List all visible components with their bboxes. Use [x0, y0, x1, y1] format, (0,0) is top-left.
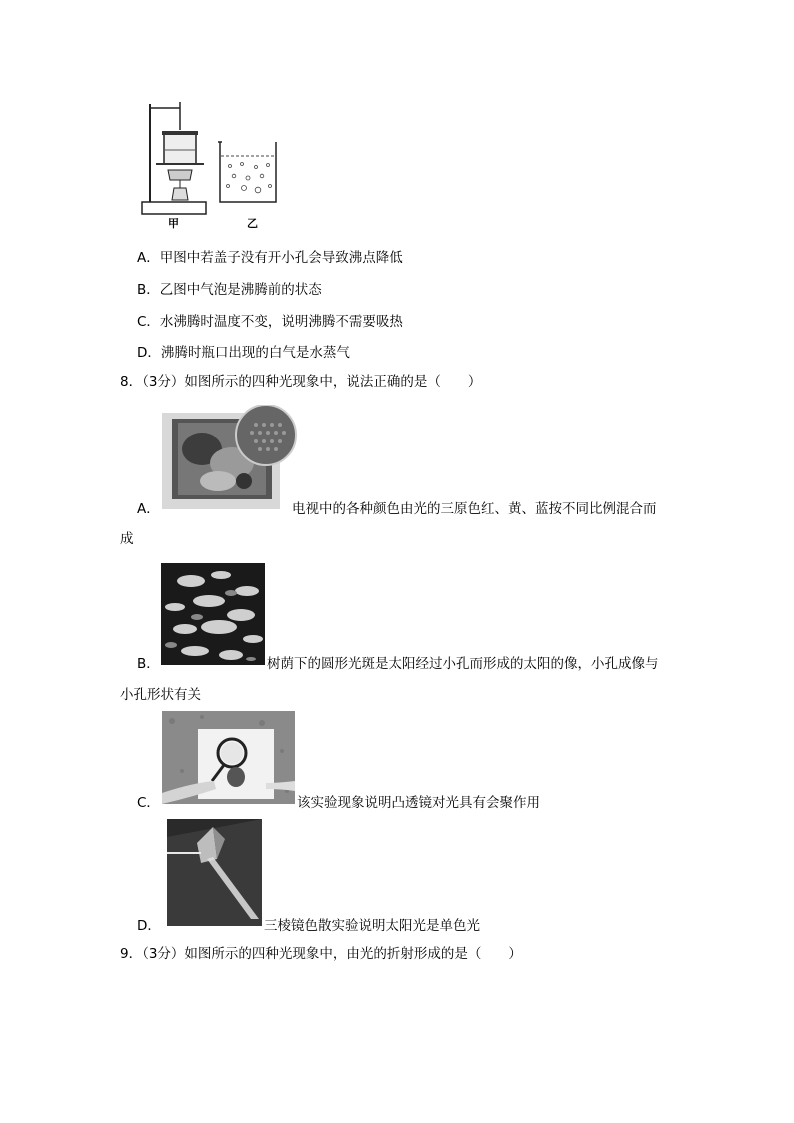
q7-option-d: D．沸腾时瓶口出现的白气是水蒸气	[137, 345, 350, 361]
q8-option-b-text-line2: 小孔形状有关	[120, 687, 201, 703]
tv-screen-photo	[162, 405, 300, 511]
q8-stem: 8．（3分）如图所示的四种光现象中，说法正确的是（ ）	[120, 374, 482, 390]
q8-option-b-text-line1: 树荫下的圆形光斑是太阳经过小孔而形成的太阳的像，小孔成像与	[267, 656, 659, 672]
q8-option-d-letter: D．	[137, 918, 161, 934]
q8-option-a-text-line2: 成	[120, 531, 134, 547]
boiling-apparatus-figure-jia	[140, 100, 210, 218]
q8-option-a-letter: A．	[137, 501, 160, 517]
q8-option-a-text-line1: 电视中的各种颜色由光的三原色红、黄、蓝按不同比例混合而	[292, 501, 657, 517]
q8-option-c-text: 该实验现象说明凸透镜对光具有会聚作用	[297, 795, 540, 811]
q7-option-c: C．水沸腾时温度不变，说明沸腾不需要吸热	[137, 314, 403, 330]
prism-dispersion-photo	[167, 819, 262, 926]
q8-option-b-letter: B．	[137, 656, 160, 672]
figure-label-jia: 甲	[168, 217, 179, 230]
q7-option-b: B．乙图中气泡是沸腾前的状态	[137, 282, 322, 298]
q8-option-d-text: 三棱镜色散实验说明太阳光是单色光	[264, 918, 480, 934]
convex-lens-focusing-photo	[162, 711, 295, 804]
q9-stem: 9．（3分）如图所示的四种光现象中，由光的折射形成的是（ ）	[120, 946, 522, 962]
figure-label-yi: 乙	[247, 217, 258, 230]
tree-shade-light-spots-photo	[161, 563, 265, 665]
q7-option-a: A．甲图中若盖子没有开小孔会导致沸点降低	[137, 250, 403, 266]
beaker-figure-yi	[216, 140, 280, 206]
q8-option-c-letter: C．	[137, 795, 160, 811]
